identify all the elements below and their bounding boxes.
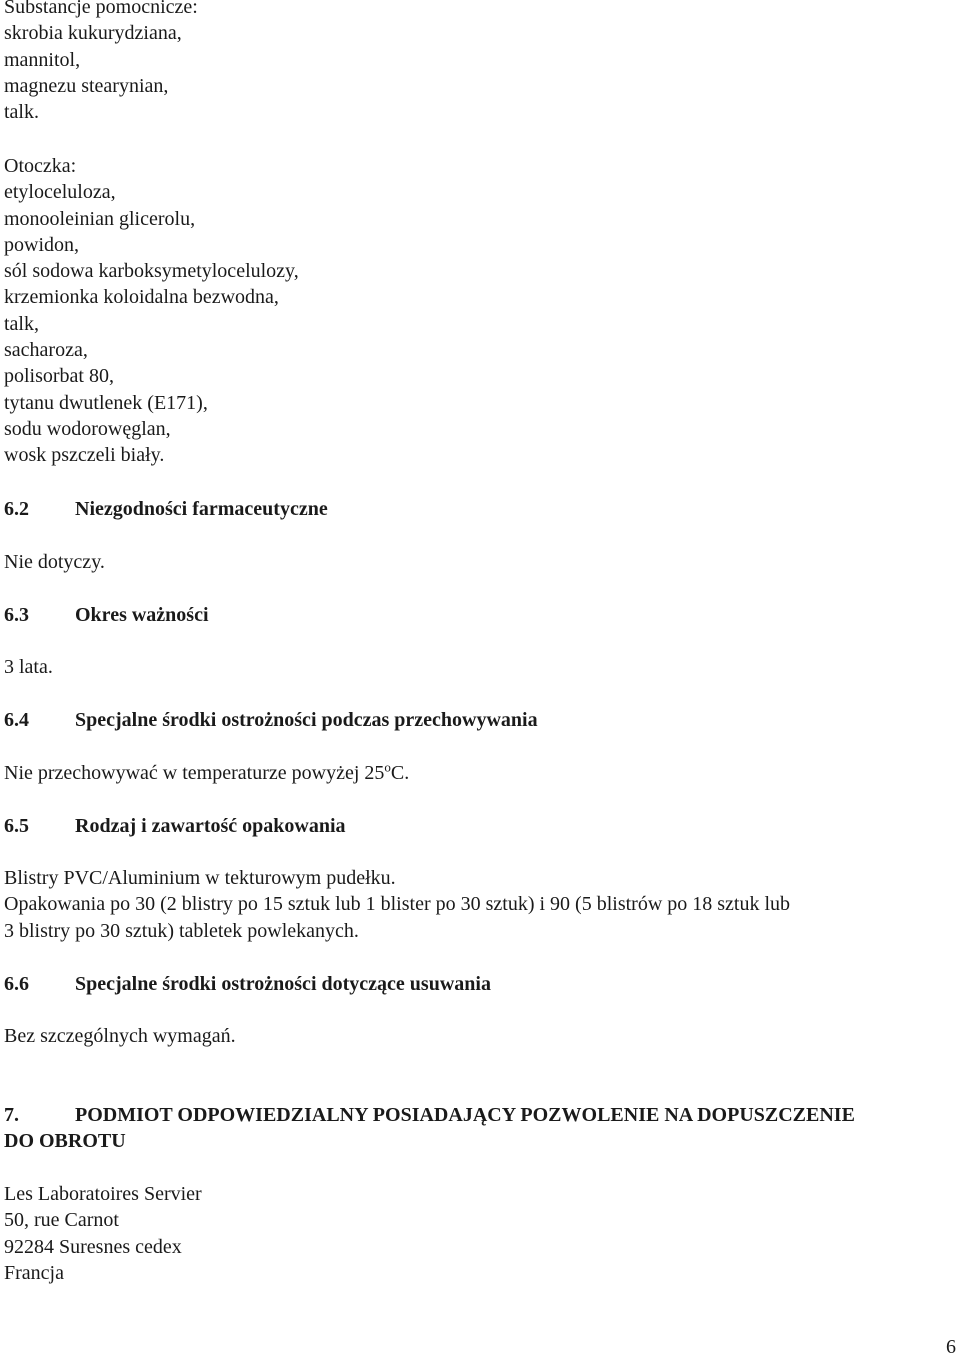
packaging-line: 3 blistry po 30 sztuk) tabletek powlekanych. bbox=[4, 919, 359, 942]
section-7-heading bbox=[4, 1102, 954, 1155]
coating-item: sodu wodorowęglan, bbox=[4, 417, 171, 440]
excipient-item: talk. bbox=[4, 101, 39, 124]
section-6-3-body: 3 lata. bbox=[4, 656, 53, 678]
section-title-line-1: PODMIOT ODPOWIEDZIALNY POSIADAJĄCY POZWOLENIE NA DOPUSZCZENIE bbox=[75, 1104, 855, 1126]
excipients-block bbox=[4, 0, 198, 125]
excipient-item: mannitol, bbox=[4, 48, 81, 71]
address-line: Francja bbox=[4, 1261, 64, 1284]
excipient-item: skrobia kukurydziana, bbox=[4, 22, 182, 45]
address-line: Les Laboratoires Servier bbox=[4, 1183, 202, 1205]
section-number: 6.4 bbox=[4, 709, 29, 731]
section-title-line-2: DO OBROTU bbox=[4, 1130, 126, 1153]
address-line: 50, rue Carnot bbox=[4, 1209, 119, 1232]
section-title: Specjalne środki ostrożności podczas przechowywania bbox=[75, 709, 538, 731]
section-6-4-heading bbox=[4, 707, 538, 733]
section-6-6-body: Bez szczególnych wymagań. bbox=[4, 1025, 236, 1047]
section-number: 6.2 bbox=[4, 498, 29, 520]
section-title: Rodzaj i zawartość opakowania bbox=[75, 815, 346, 837]
coating-item: powidon, bbox=[4, 233, 79, 256]
coating-item: monooleinian glicerolu, bbox=[4, 207, 196, 230]
section-6-6-heading bbox=[4, 971, 491, 997]
coating-item: talk, bbox=[4, 312, 39, 335]
coating-item: sól sodowa karboksymetylocelulozy, bbox=[4, 260, 299, 283]
address-line: 92284 Suresnes cedex bbox=[4, 1235, 182, 1258]
section-number: 6.5 bbox=[4, 815, 29, 837]
degree-superscript: o bbox=[384, 759, 391, 775]
coating-item: sacharoza, bbox=[4, 339, 88, 362]
coating-item: tytanu dwutlenek (E171), bbox=[4, 391, 208, 414]
section-number: 6.3 bbox=[4, 604, 29, 626]
section-number: 6.6 bbox=[4, 973, 29, 995]
section-title: Okres ważności bbox=[75, 604, 209, 626]
address-block bbox=[4, 1181, 202, 1286]
coating-item: krzemionka koloidalna bezwodna, bbox=[4, 286, 279, 309]
packaging-line: Blistry PVC/Aluminium w tekturowym pudełku. bbox=[4, 867, 396, 889]
coating-item: wosk pszczeli biały. bbox=[4, 444, 165, 467]
coating-block bbox=[4, 153, 299, 469]
section-6-2-heading bbox=[4, 496, 328, 522]
section-6-4-body bbox=[4, 760, 409, 786]
coating-item: etyloceluloza, bbox=[4, 181, 116, 204]
section-6-5-heading bbox=[4, 813, 346, 839]
packaging-line: Opakowania po 30 (2 blistry po 15 sztuk lub 1 blister po 30 sztuk) i 90 (5 blistrów po 18 sztuk lub bbox=[4, 893, 791, 916]
section-number: 7. bbox=[4, 1104, 19, 1126]
section-title: Niezgodności farmaceutyczne bbox=[75, 498, 328, 520]
storage-text: Nie przechowywać w temperaturze powyżej 25 bbox=[4, 762, 385, 784]
coating-item: polisorbat 80, bbox=[4, 365, 114, 388]
excipient-item: magnezu stearynian, bbox=[4, 74, 169, 97]
storage-unit: C. bbox=[390, 762, 410, 784]
excipients-heading: Substancje pomocnicze: bbox=[4, 0, 198, 18]
page-number: 6 bbox=[946, 1336, 956, 1358]
coating-heading: Otoczka: bbox=[4, 155, 77, 177]
section-6-2-body: Nie dotyczy. bbox=[4, 551, 105, 573]
section-6-3-heading bbox=[4, 602, 209, 628]
section-title: Specjalne środki ostrożności dotyczące usuwania bbox=[75, 973, 491, 995]
section-6-5-body bbox=[4, 865, 790, 944]
